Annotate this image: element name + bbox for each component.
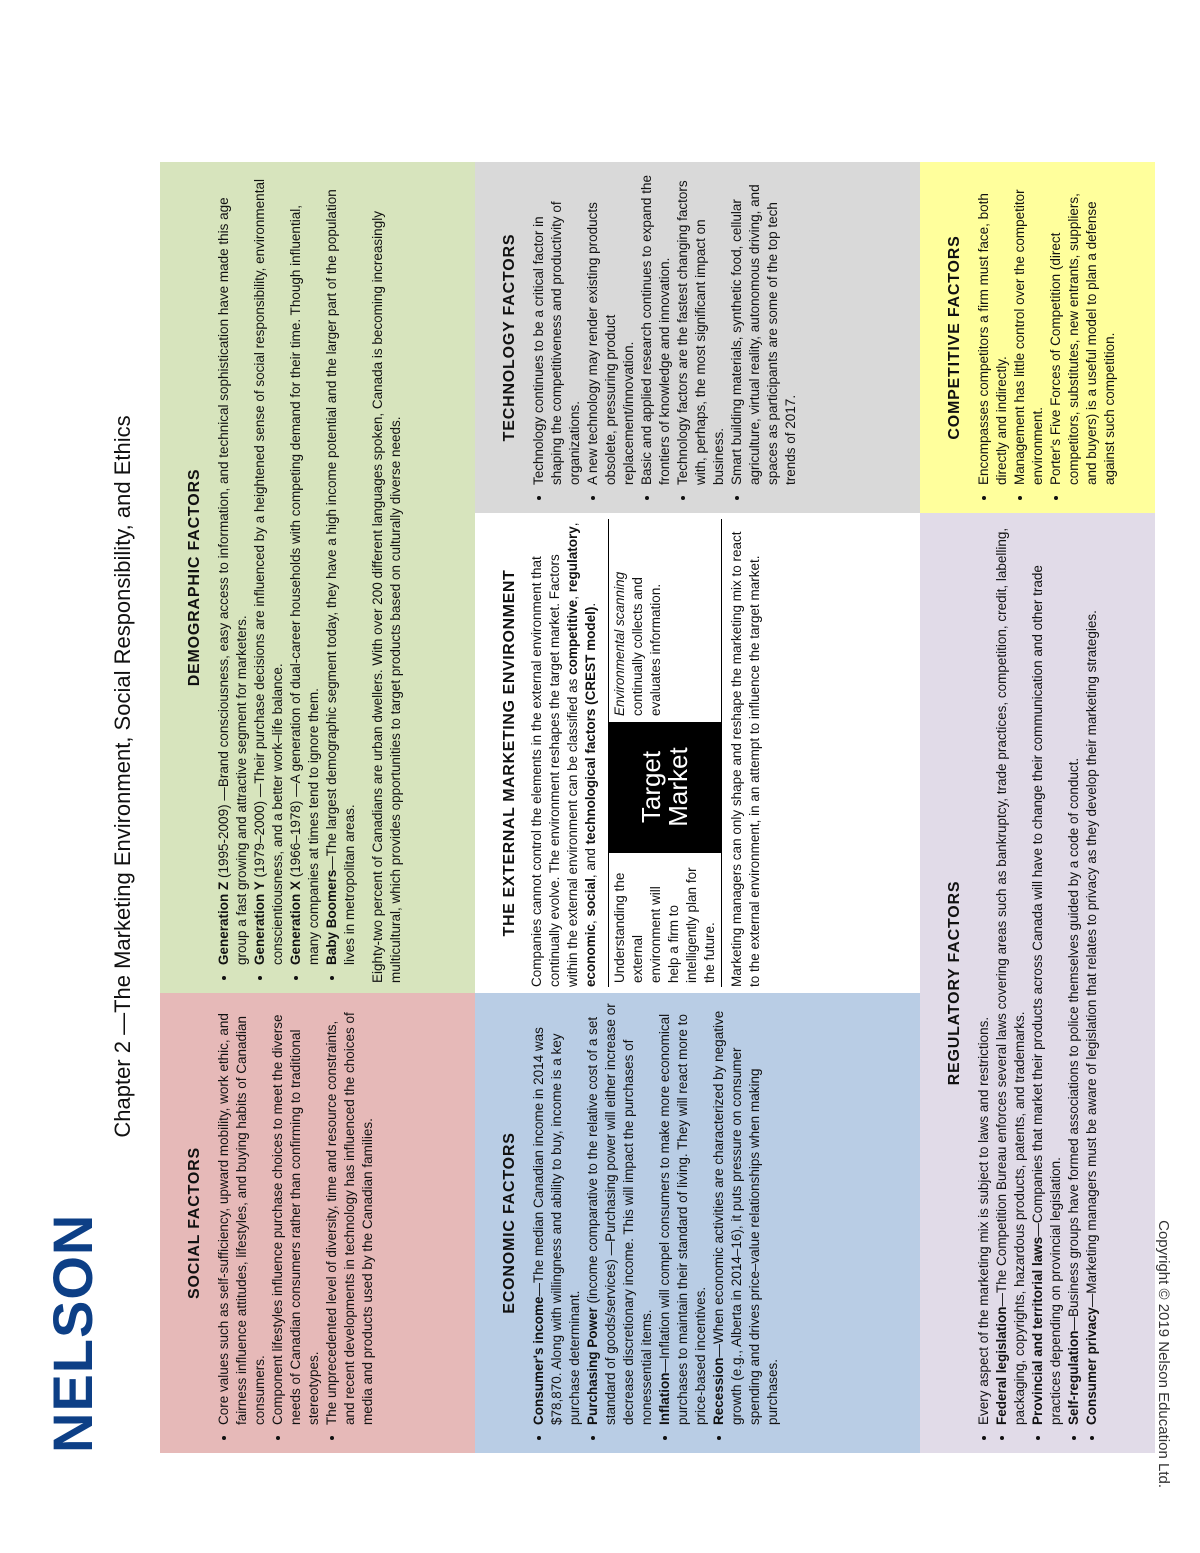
term: Self-regulation [1066, 1330, 1082, 1425]
list-item [323, 172, 359, 965]
scan-text: continually collects and evaluates information. [630, 577, 663, 716]
competitive-list [975, 172, 1119, 503]
list-item: • Basic and applied research continues to expand the frontiers of knowledge and innovation. [638, 172, 674, 485]
competitive-heading: COMPETITIVE FACTORS [946, 235, 963, 440]
list-item [1083, 523, 1101, 1425]
list-item: • Porter's Five Forces of Competition (direct competitors, substitutes, new entrants, suppliers, and buyers) is a useful model to plan a defense against such competition. [1047, 172, 1119, 485]
regulatory-factors-panel [920, 513, 1155, 1453]
definition: —Marketing managers must be aware of legislation that relates to privacy as they develop their marketing strategies. [1083, 610, 1099, 1308]
definition: (1995-2009) —Brand consciousness, easy access to information, and technical sophistication have made this age group a fast growing and attractive segment for marketers. [216, 197, 250, 965]
social-list [215, 1003, 377, 1443]
term: Purchasing Power [585, 1307, 601, 1425]
term: Generation X [288, 880, 304, 965]
list-item: • A new technology may render existing products obsolete, pressuring product replacement/innovation. [584, 172, 638, 485]
understanding-box: Understanding the external environment will help a firm to intelligently plan for the future. [609, 852, 721, 987]
separator: , [565, 522, 581, 527]
separator: . [583, 602, 599, 607]
external-intro [528, 519, 600, 987]
definition: —The median Canadian income in 2014 was $78,870. Along with willingness and ability to buy, income is a key purchase determinant. [531, 1027, 583, 1425]
economic-factors-panel [475, 993, 920, 1453]
list-item [251, 172, 287, 965]
definition: —When economic activities are characterized by negative growth (e.g., Alberta in 2014–16), it puts pressure on consumer spending and drives price–value relationships when making purchases. [710, 1010, 780, 1425]
publisher-logo: NELSON [41, 1213, 104, 1453]
list-item: • Encompasses competitors a firm must face, both directly and indirectly. [975, 172, 1011, 485]
external-environment-panel [475, 513, 920, 993]
market-label: Market [662, 747, 693, 827]
intro-text: Companies cannot control the elements in the external environment that continually evolve. The environment reshapes the target market. Factors within the external environment can be classified as [529, 554, 581, 987]
definition: —Business groups have formed associations to police themselves guided by a code of conduct. [1066, 757, 1082, 1331]
definition: —The Competition Bureau enforces several laws covering areas such as bankruptcy, trade practices, competition, credit, labelling, packaging, copyrights, hazardous products, patents, and trademarks. [994, 527, 1028, 1425]
term: Consumer privacy [1083, 1307, 1099, 1425]
social-factors-panel [160, 993, 475, 1453]
list-item [1029, 523, 1065, 1425]
list-item: • The unprecedented level of diversity, time and resource constraints, and recent developments in technology has influenced the choices of media and products used by the Canadian families. [323, 1003, 377, 1425]
list-item [584, 1003, 656, 1425]
definition: —The largest demographic segment today, they have a high income potential and the larger part of the population lives in metropolitan areas. [323, 189, 357, 965]
target-market-box [609, 722, 721, 852]
page-title: Chapter 2 —The Marketing Environment, Social Responsibility, and Ethics [110, 415, 135, 1138]
definition: Every aspect of the marketing mix is subject to laws and restrictions. [976, 1016, 992, 1425]
technology-list [530, 172, 799, 503]
term-economic: economic [583, 923, 599, 987]
list-item: • Management has little control over the competitor environment. [1011, 172, 1047, 485]
list-item: • Core values such as self-sufficiency, upward mobility, work ethic, and fairness influence attitudes, lifestyles, and buying habits of Canadian consumers. [215, 1003, 269, 1425]
definition: (1979–2000) —Their purchase decisions are influenced by a heightened sense of social responsibility, environmental conscientiousness, and a better work–life balance. [252, 179, 286, 965]
external-heading: THE EXTERNAL MARKETING ENVIRONMENT [501, 569, 518, 937]
list-item [530, 1003, 584, 1425]
list-item [215, 172, 251, 965]
external-grid [608, 519, 722, 987]
demographic-heading: DEMOGRAPHIC FACTORS [186, 468, 203, 687]
list-item [975, 523, 993, 1425]
list-item [287, 172, 323, 965]
definition: —Inflation will compel consumers to make more economical purchases to maintain their standard of living. They will react more to price-based incentives. [656, 1013, 708, 1425]
list-item: • Technology continues to be a critical factor in shaping the competitiveness and productivity of organizations. [530, 172, 584, 485]
definition: (income comparative to the relative cost of a set standard of goods/services) —Purchasing power will either increase or decrease discretionary income. This will impact the purchases of nonessential items. [585, 1003, 654, 1425]
list-item [993, 523, 1029, 1425]
list-item [1065, 523, 1083, 1425]
scan-term: Environmental scanning [612, 571, 628, 716]
term: Generation Y [252, 881, 268, 965]
term: Inflation [656, 1372, 672, 1425]
term: Consumer's income [531, 1296, 547, 1425]
demographic-note: Eighty-two percent of Canadians are urban dwellers. With over 200 different languages spoken, Canada is becoming increasingly multicultural, which provides opportunities to target products based on culturally diverse needs. [369, 211, 403, 983]
term: Provincial and territorial laws [1030, 1236, 1046, 1425]
term-technological: technological factors (CREST model) [583, 606, 599, 845]
list-item [656, 1003, 710, 1425]
list-item [710, 1003, 782, 1425]
technology-factors-panel [475, 162, 920, 513]
demographic-list [215, 172, 359, 983]
term: Baby Boomers [323, 869, 339, 965]
list-item: • Component lifestyles influence purchase choices to meet the diverse needs of Canadian consumers rather than confirming to traditional stereotypes. [269, 1003, 323, 1425]
definition: —Companies that market their products across Canada will have to change their communication and other trade practices depending on provincial legislation. [1030, 565, 1064, 1425]
separator: , [565, 592, 581, 600]
regulatory-heading: REGULATORY FACTORS [946, 880, 963, 1086]
separator: , [583, 916, 599, 924]
term: Generation Z [216, 881, 232, 965]
separator: , and [583, 844, 599, 879]
external-closing: Marketing managers can only shape and reshape the marketing mix to react to the external environment, in an attempt to influence the target market. [728, 531, 762, 987]
social-heading: SOCIAL FACTORS [186, 1147, 203, 1299]
economic-heading: ECONOMIC FACTORS [501, 1132, 518, 1314]
term: Federal legislation [994, 1306, 1010, 1425]
copyright-notice: Copyright © 2019 Nelson Education Ltd. [1155, 1220, 1172, 1488]
demographic-factors-panel [160, 162, 475, 993]
term-competitive: competitive [565, 599, 581, 675]
term: Recession [710, 1357, 726, 1425]
competitive-factors-panel [920, 162, 1155, 513]
scanning-box [609, 542, 721, 722]
list-item: • Technology factors are the fastest changing factors with, perhaps, the most significant impact on business. [674, 172, 728, 485]
regulatory-list [975, 523, 1101, 1443]
economic-list [530, 1003, 781, 1443]
definition: (1966–1978) —A generation of dual-career households with competing demand for their time. Though influential, many companies at times tend to ignore them. [288, 205, 322, 965]
list-item: • Smart building materials, synthetic food, cellular agriculture, virtual reality, autonomous driving, and spaces as participants are some of the top tech trends of 2017. [728, 172, 800, 485]
target-label: Target [635, 750, 666, 824]
term-regulatory: regulatory [565, 526, 581, 593]
technology-heading: TECHNOLOGY FACTORS [501, 233, 518, 442]
term-social: social [583, 878, 599, 917]
